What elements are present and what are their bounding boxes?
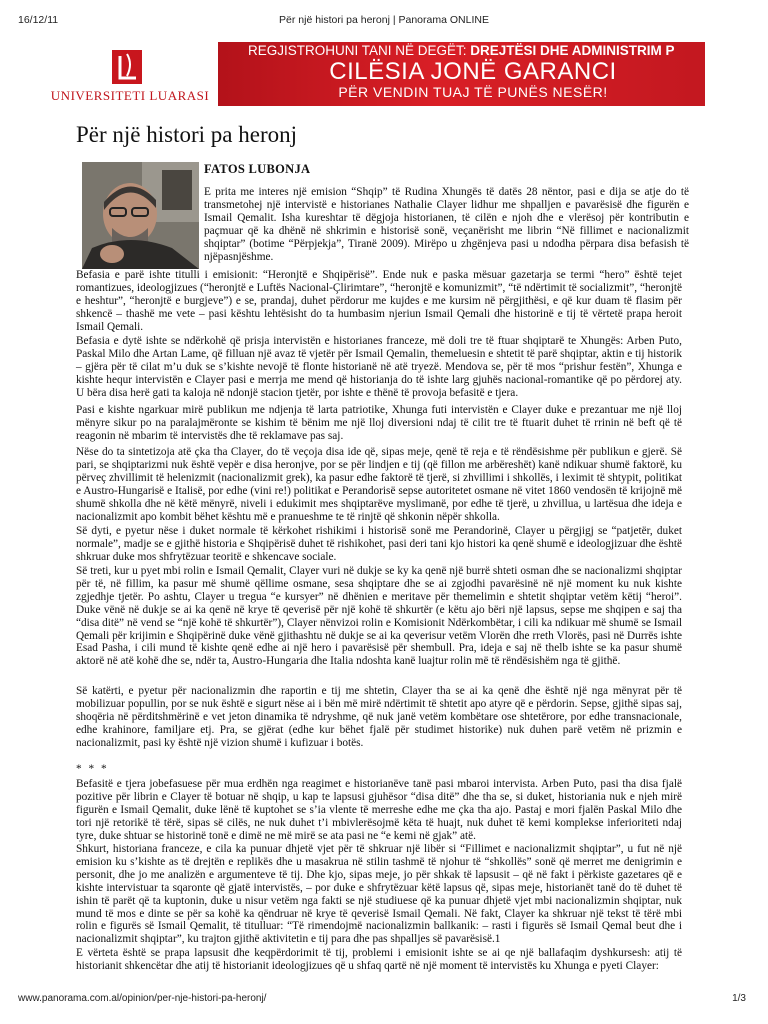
section-separator: * * * (76, 763, 109, 775)
author-photo (82, 162, 199, 269)
ad-message (218, 42, 705, 106)
page-url: www.panorama.com.al/opinion/per-nje-histori-pa-heronj/ (18, 993, 267, 1004)
article-paragraph: Së katërti, e pyetur për nacionalizmin dhe raportin e tij me shtetin, Clayer tha se ai ka qenë dhe është një nga mënyrat për të mobilizuar popullin, por se nuk është e sigurt nëse ai i bën më mirë ndërtimit të shtetit apo atyre që e përdorin. Sepse, gjithë sipas saj, shoqëria në përditshmërinë e vet jeton dinamika të ndryshme, që nuk janë vetëm kombëtare ose shtetërore, por edhe transnacionale, edhe krahinore, familjare etj. Pra, se gjërat (edhe kur bëhet fjalë për studimet historike) nuk duhen parë vetëm në prizmin e nacionalizmit, pasi ky është një vizion shumë i kufizuar i botës. (76, 685, 682, 749)
article-paragraph: Befasia e dytë ishte se ndërkohë që prisja intervistën e historianes franceze, më doli tre të ftuar shqiptarë te Xhungës: Arben Puto, Paskal Milo dhe Artan Lame, që filluan një avaz të vjetër për Ismail Qemalin, themeluesin e shtetit të parë shqiptar, aktin e tij historik – gjëra për të cilat m’u duk se s’kishte nevojë të flonte historianë në atë tryezë. Mendova se, për të mos “prishur festën”, Xhunga e kishte hequr intervistën e Clayer pasi e merrja me mend që historianja do të ishte larg gjuhës nacional-romantike që po përdorej aty. U bëra disa herë gati ta kaloja në ndonjë stacion tjetër, por ishte e thënë të provoja befasitë e tjera. (76, 335, 682, 399)
article-paragraph: Pasi e kishte ngarkuar mirë publikun me ndjenja të larta patriotike, Xhunga futi intervistën e Clayer duke e prezantuar me një lloj mënyre sikur po na paralajmëronte se kishim të bënim me një lloj diversioni ndaj të cilit tre të ftuarit duhet të rrinin në beft që të reagonin në mbarim të intervistës dhe të reklamave pas saj. (76, 404, 682, 442)
article-paragraph: Nëse do ta sintetizoja atë çka tha Clayer, do të veçoja disa ide që, sipas meje, qenë të reja e të rëndësishme për publikun e gjerë. Së pari, se shqiptarizmi nuk është vepër e disa heronjve, por se për lindjen e tij (që fillon me arbëreshët) kanë ndikuar shumë faktorë, ku përveç zhvillimit të helenizmit (nacionalizmit grek), ka pasur edhe faktorë të tjerë, si zhvillimi i shkollës, i leximit të shtypit, politikat e Austro-Hungarisë e Italisë, por edhe (vini re!) politikat e Perandorisë sepse autoritetet osmane në vitet 1860 vendosën të krijojnë më shumë shkolla dhe në këtë mënyrë, niveli i edukimit mes shqiptarëve myslimanë, por edhe të tjerë, u zhvillua, u lartësua dhe ideja e nacionalizmit apo kombit bëhet kështu më e pranueshme te të rinjtë që shkonin nëpër shkolla. (76, 446, 682, 523)
author-name: FATOS LUBONJA (204, 162, 311, 176)
article-title: Për një histori pa heronj (76, 122, 298, 147)
print-page-title: Për një histori pa heronj | Panorama ONLINE (279, 14, 489, 26)
page-number: 1/3 (732, 993, 746, 1004)
print-header (0, 14, 768, 30)
print-footer (0, 993, 768, 1007)
university-name: UNIVERSITETI LUARASI (50, 88, 210, 103)
university-logo-icon (100, 46, 160, 88)
article-paragraph: E vërteta është se prapa lapsusit dhe keqpërdorimit të tij, problemi i emisionit ishte se ai qe një ballafaqim dyshkursesh: atij të historianit shkencëtar dhe atij të historianit ideologjizues që u shfaq qartë në një moment të intervistës ku Xhunga e pyeti Clayer: (76, 947, 682, 972)
article-paragraph: Shkurt, historiana franceze, e cila ka punuar dhjetë vjet për të shkruar një libër si “Fillimet e nacionalizmit shqiptar”, u fut në një emision ku s’kishte as të drejtën e replikës dhe u masakrua në stilin tashmë të njohur të “shkollës” sonë që merret me denigrimin e personit, dhe jo me analizën e argumenteve të tij. Dhe kjo, sipas meje, jo për shkak të lapsusit – që në fakt i përkiste gazetares që e kishte intervistuar ta sqaronte që gjatë intervistës, – por duke e shfrytëzuar këtë lapsus që, sipas meje, historianët tanë do të duhet të ishin të parët që ta kuptonin, duke u nisur vetëm nga fakti se një studiuese që ka punuar dhjetë vjet mbi nacionalizmin shqiptar, nuk mund të mos e dinte se për sa kohë ka qëndruar në krye të qeverisë Ismail Qemali. Në fakt, Clayer ka shkruar një tekst të tërë mbi rolin e figurës së Ismail Qemalit, të titulluar: “Të rimendojmë nacionalizmin ballkanik: – rasti i figurës së Ismail Qemal beut dhe i nacionalizmit shqiptar”, ku trajton gjithë aktivitetin e tij para dhe pas shpalljes së pavarësisë.1 (76, 843, 682, 946)
author-portrait-image (82, 162, 199, 269)
ad-line-2: CILËSIA JONË GARANCI (329, 58, 617, 85)
article-paragraph: Befasitë e tjera jobefasuese për mua erdhën nga reagimet e historianëve tanë pasi mbaroi intervista. Arben Puto, pasi tha disa fjalë pozitive për librin e Clayer të botuar në shqip, u kap te lapsusi gjuhësor “disa ditë” dhe tha se, si duket, historiania nuk e njeh mirë figurën e Ismail Qemalit, duke lënë të kuptohet se s’ia vlente të merreshe edhe me çka tha ajo. Pastaj e mori fjalën Paskal Milo dhe tori një retorikë të tërë, sipas së cilës, ne nuk duhet t’i mbivlerësojmë këta të huajt, nuk duhet të kemi komplekse inferioriteti ndaj tyre, duke shtuar se historinë tonë e dimë ne më mirë se ata pasi ne “e kemi në gjak” atë. (76, 778, 682, 842)
ad-line-1: REGJISTROHUNI TANI NË DEGËT: DREJTËSI DHE ADMINISTRIM P (248, 43, 675, 58)
university-logo-block (42, 42, 219, 106)
article-paragraph: Së dyti, e pyetur nëse i duket normale të kërkohet rishikimi i historisë sonë me Perandorinë, Clayer u përgjigj se “patjetër, duket normale”, madje se e gjithë historia e Shqipërisë duhet të rishikohet, pasi deri tani kjo histori ka qenë shumë e ideologjizuar dhe është shkruar duke mos shfrytëzuar teoritë e shkencave sociale. (76, 525, 682, 563)
print-date: 16/12/11 (18, 14, 59, 26)
article-paragraph: Së treti, kur u pyet mbi rolin e Ismail Qemalit, Clayer vuri në dukje se ky ka qenë një burrë shteti osman dhe se nacionalizmi shqiptar për të, në fillim, ka pasur më shumë qëllime osmane, sesa shqiptare dhe se ai zgjodhi pavarësinë në një moment ku nuk kishte zgjedhje tjetër. Po ashtu, Clayer u tregua “e kursyer” në dhënien e meritave për themelimin e shtetit shqiptar vetëm këtij “heroi”. Duke vënë në dukje se ai ka qenë në krye të qeverisë për një kohë të shkurtër (e këtu ajo bëri një lapsus, sepse me shqipen e saj tha “disa ditë” në vend se “një kohë të shkurtër”), Clayer nënvizoi rolin e Komisionit Ndërkombëtar, i cili ka ndikuar më shumë se Ismail Qemali për krijimin e Shqipërinë duke vënë gjithashtu në dukje se ai ka qeverisur vetëm Vlorën dhe rreth Vlorës, pasi në Durrës ishte Esad Pasha, i cili mund të kishte qenë edhe ai një hero i pavarësisë për shembull. Pra, ideja e saj në thelb ishte se ka pasur shumë aktorë në atë kohë dhe se, ndër ta, Austro-Hungaria dhe Italia ndoshta kanë luajtur rolin më të rëndësishëm nga të gjithë. (76, 565, 682, 668)
article-paragraph: Befasia e parë ishte titulli i emisionit: “Heronjtë e Shqipërisë”. Ende nuk e paska mësuar gazetarja se termi “hero” është tejet romantizues, ideologjizues (“heronjtë e Luftës Nacional-Çlirimtare”, “heronjtë e komunizmit”, “të ndërtimit të socializmit”, “heronjtë e heshtur”, “heronjtë e burgjeve”) e se, prandaj, duhet përdorur me kujdes e me kursim në përgjithësi, e që kur duam të flasim për shkencë – thashë me vete – pasi kështu lehtësisht do ta humbasim njeriun Ismail Qemali dhe historinë e tij të vërtetë prapa heroit Ismail Qemali. (76, 269, 682, 333)
ad-banner[interactable] (42, 42, 705, 106)
article-paragraph: E prita me interes një emision “Shqip” të Rudina Xhungës të datës 28 nëntor, pasi e dija se atje do të transmetohej një intervistë e historianes Nathalie Clayer lidhur me shpalljen e pavarësisë dhe figurën e Ismail Qemalit. Isha kureshtar të dëgjoja historianen, të cilën e njoh dhe e vlerësoj për kontributin e paçmuar që ka dhënë në shkrimin e historisë sonë, veçanërisht me librin “Në fillimet e nacionalizmit shqiptar” (botime “Përpjekja”, Tiranë 2009). Mirëpo u zhgënjeva pasi u ndodha përpara disa befasish të njëpasnjëshme. (204, 186, 689, 263)
ad-line-3: PËR VENDIN TUAJ TË PUNËS NESËR! (338, 84, 608, 100)
